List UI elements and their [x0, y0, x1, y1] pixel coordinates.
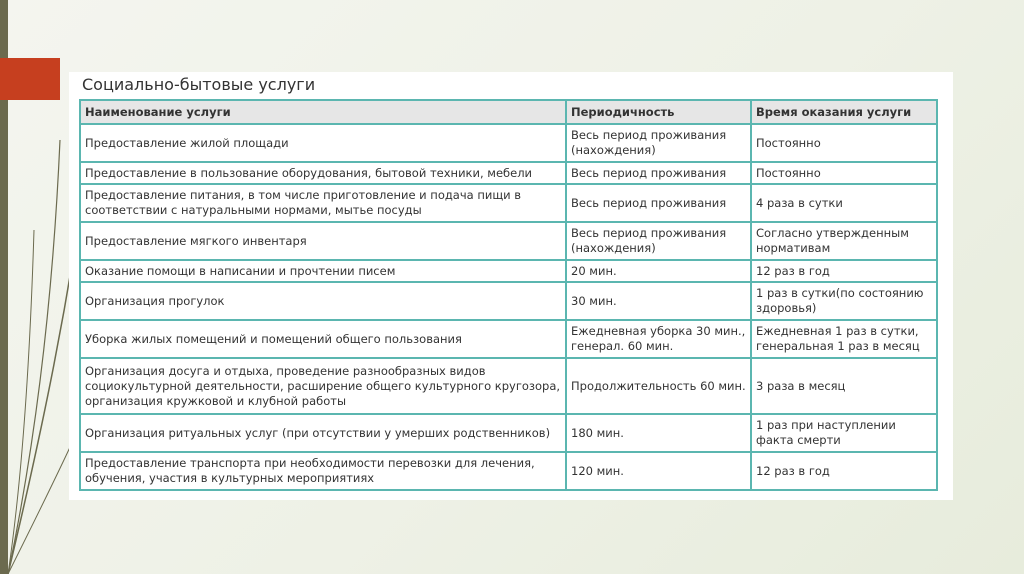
table-row — [80, 222, 937, 260]
service-time-cell: 12 раз в год — [751, 260, 937, 282]
periodicity-cell: Ежедневная уборка 30 мин., генерал. 60 мин. — [566, 320, 751, 358]
table-row — [80, 260, 937, 282]
table-row — [80, 184, 937, 222]
service-time-cell: 12 раз в год — [751, 452, 937, 490]
service-name-cell: Оказание помощи в написании и прочтении писем — [80, 260, 566, 282]
slide-title: Социально-бытовые услуги — [82, 75, 316, 94]
periodicity-cell: 20 мин. — [566, 260, 751, 282]
periodicity-cell: Весь период проживания — [566, 162, 751, 184]
periodicity-cell: Весь период проживания (нахождения) — [566, 222, 751, 260]
service-name-cell: Организация досуга и отдыха, проведение разнообразных видов социокультурной деятельности, расширение общего культурного кругозора, организация кружковой и клубной работы — [80, 358, 566, 414]
table-row — [80, 414, 937, 452]
periodicity-cell: 180 мин. — [566, 414, 751, 452]
table-row — [80, 282, 937, 320]
service-name-cell: Предоставление транспорта при необходимости перевозки для лечения, обучения, участия в культурных мероприятиях — [80, 452, 566, 490]
service-time-cell: 1 раз при наступлении факта смерти — [751, 414, 937, 452]
content-card — [69, 72, 953, 500]
service-name-cell: Уборка жилых помещений и помещений общего пользования — [80, 320, 566, 358]
service-name-cell: Предоставление питания, в том числе приготовление и подача пищи в соответствии с натуральными нормами, мытье посуды — [80, 184, 566, 222]
table-row — [80, 124, 937, 162]
service-time-cell: 4 раза в сутки — [751, 184, 937, 222]
periodicity-cell: 120 мин. — [566, 452, 751, 490]
service-time-cell: Постоянно — [751, 162, 937, 184]
header-service-name: Наименование услуги — [80, 100, 566, 124]
service-name-cell: Организация ритуальных услуг (при отсутствии у умерших родственников) — [80, 414, 566, 452]
periodicity-cell: Весь период проживания — [566, 184, 751, 222]
table-row — [80, 162, 937, 184]
periodicity-cell: Весь период проживания (нахождения) — [566, 124, 751, 162]
service-time-cell: 3 раза в месяц — [751, 358, 937, 414]
table-row — [80, 452, 937, 490]
table-header-row — [80, 100, 937, 124]
service-name-cell: Организация прогулок — [80, 282, 566, 320]
service-name-cell: Предоставление в пользование оборудования, бытовой техники, мебели — [80, 162, 566, 184]
service-name-cell: Предоставление жилой площади — [80, 124, 566, 162]
service-name-cell: Предоставление мягкого инвентаря — [80, 222, 566, 260]
header-periodicity: Периодичность — [566, 100, 751, 124]
services-table — [79, 99, 938, 491]
table-row — [80, 320, 937, 358]
table-row — [80, 358, 937, 414]
accent-bar — [0, 58, 60, 100]
service-time-cell: Согласно утвержденным нормативам — [751, 222, 937, 260]
service-time-cell: Ежедневная 1 раз в сутки, генеральная 1 раз в месяц — [751, 320, 937, 358]
service-time-cell: Постоянно — [751, 124, 937, 162]
periodicity-cell: Продолжительность 60 мин. — [566, 358, 751, 414]
service-time-cell: 1 раз в сутки(по состоянию здоровья) — [751, 282, 937, 320]
header-service-time: Время оказания услуги — [751, 100, 937, 124]
periodicity-cell: 30 мин. — [566, 282, 751, 320]
